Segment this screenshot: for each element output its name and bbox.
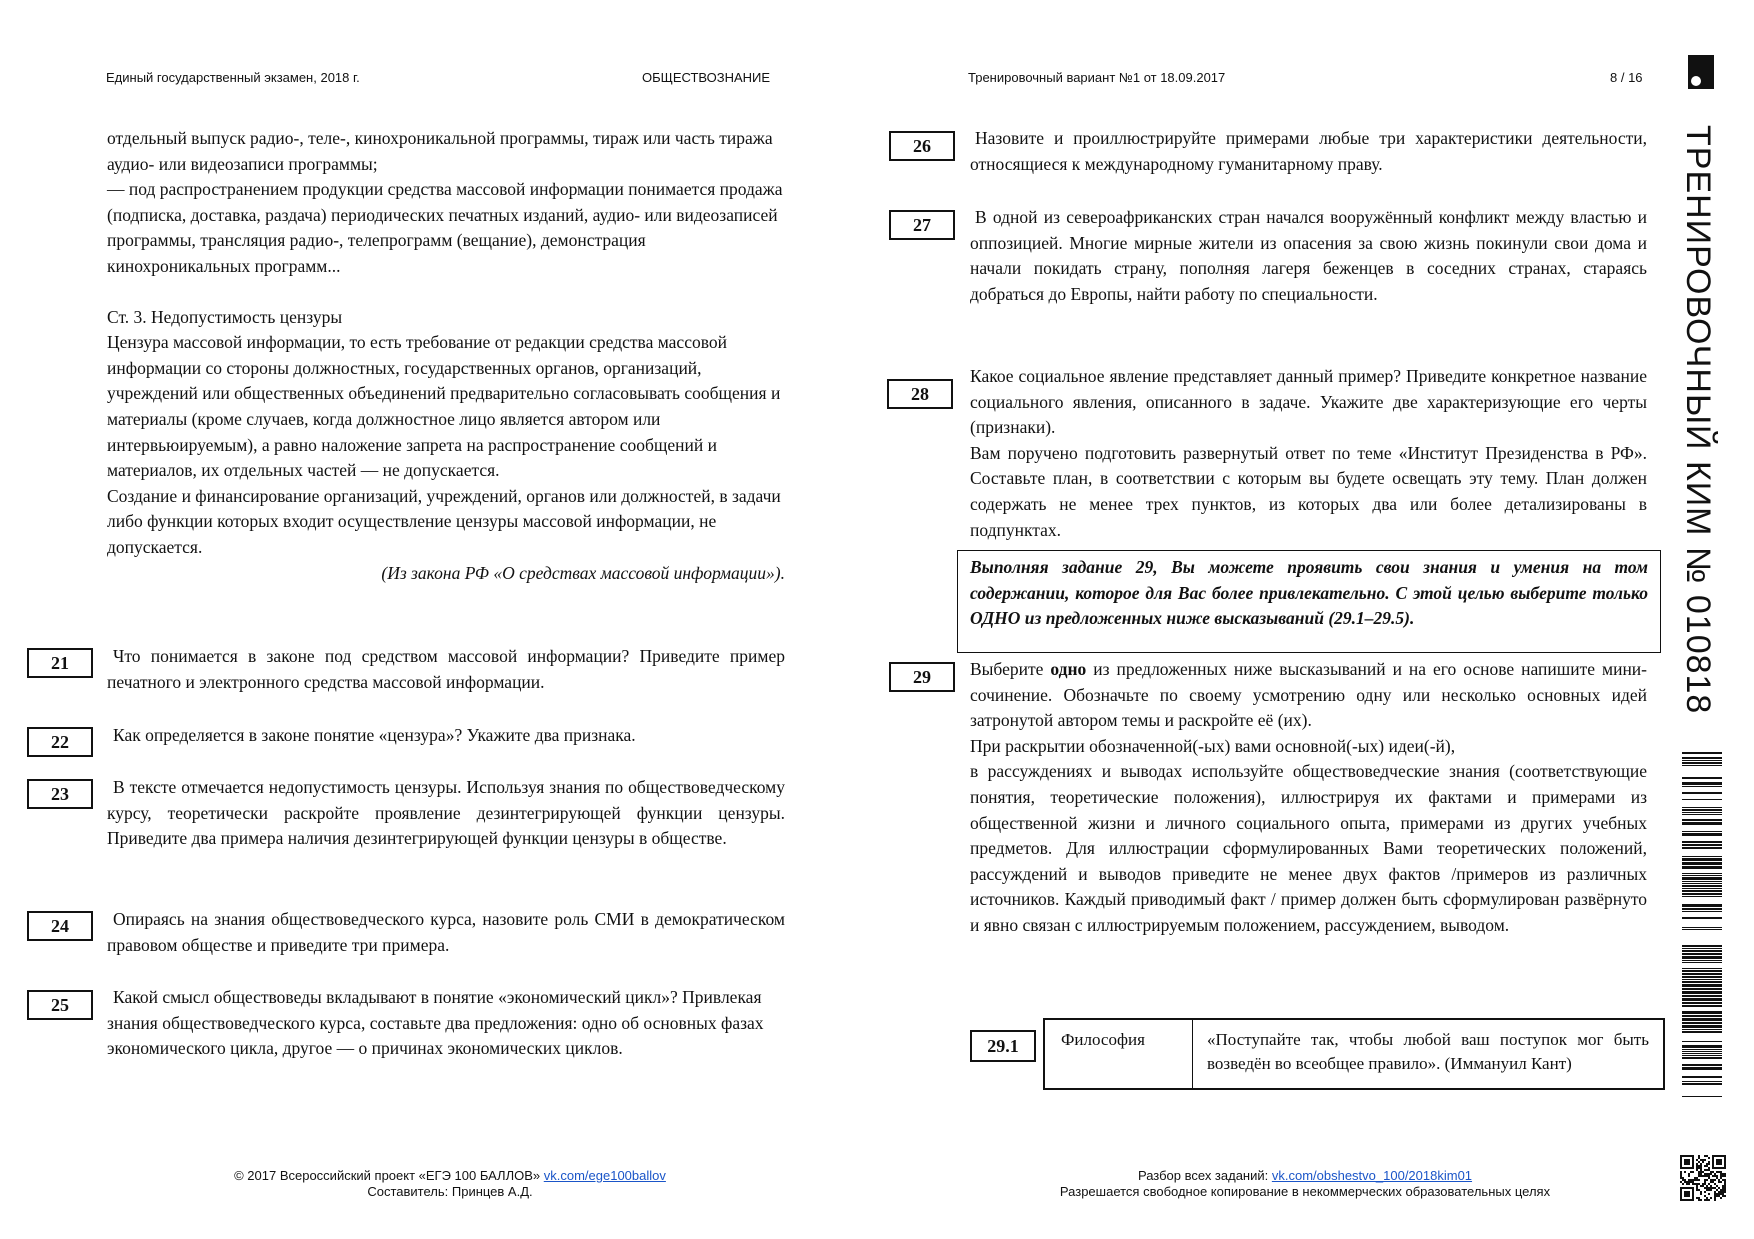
header-subject: ОБЩЕСТВОЗНАНИЕ [642, 70, 771, 85]
side-kim-title-text: ТРЕНИРОВОЧНЫЙ КИМ № 010818 [1679, 125, 1717, 715]
footer-analysis-link[interactable]: vk.com/obshestvo_100/2018kim01 [1271, 1168, 1473, 1183]
side-kim-title [1668, 125, 1728, 715]
question-27-text [970, 205, 1647, 307]
footer-vk-link[interactable]: vk.com/ege100ballov [543, 1168, 666, 1183]
question-number-25: 25 [27, 990, 93, 1020]
question-26-body: Назовите и проиллюстрируйте примерами любые три характеристики деятельности, относящиеся к международному гуманитарному праву. [970, 128, 1647, 174]
law-source: (Из закона РФ «О средствах массовой информации»). [381, 562, 785, 583]
footer-right [990, 1168, 1620, 1200]
qr-code-icon [1680, 1155, 1726, 1201]
question-24-text [107, 907, 785, 958]
topic-29-1-table [1043, 1018, 1665, 1090]
question-24-body: Опираясь на знания обществоведческого курса, назовите роль СМИ в демократическом правовом обществе и приведите три примера. [107, 909, 785, 955]
question-number-21: 21 [27, 648, 93, 678]
question-29-body: из предложенных ниже высказываний и на его основе напишите мини-сочинение. Обозначьте по своему усмотрению одну или несколько основных идей затронутой автором темы и раскройте её (их). [970, 659, 1648, 731]
article-3-title: Ст. 3. Недопустимость цензуры [107, 306, 343, 327]
barcode-icon [1682, 752, 1722, 1102]
footer-analysis-label: Разбор всех заданий: [1137, 1168, 1272, 1183]
footer-author: Составитель: Принцев А.Д. [367, 1184, 533, 1199]
law-paragraph-4: Создание и финансирование организаций, учреждений, органов или должностей, в задачи либо функции которых входит осуществление цензуры массовой информации, не допускается. [107, 485, 781, 557]
footer-left [150, 1168, 750, 1200]
law-paragraph-1: отдельный выпуск радио-, теле-, кинохроникальной программы, тираж или часть тиража аудио- или видеозаписи программы; [107, 128, 773, 174]
question-27-body: В одной из североафриканских стран начался вооружённый конфликт между властью и оппозицией. Многие мирные жители из опасения за свою жизнь покинули свои дома и начали покидать страну, пополняя лагеря беженцев в соседних странах, стараясь добраться до Европы, найти работу по специальности. [970, 207, 1647, 304]
topic-29-1-quote: «Поступайте так, чтобы любой ваш поступок мог быть возведён во всеобщее правило». (Иммануил Кант) [1207, 1030, 1649, 1073]
question-29-requirements: в рассуждениях и выводах используйте обществоведческие знания (соответствующие понятия, теоретические положения), иллюстрируя их фактами и примерами из общественной жизни и личного социального опыта, примерами из других учебных предметов. Для иллюстрации сформулированных Вами теоретических положений, рассуждений и выводов приведите не менее двух фактов /примеров из различных источников. Каждый приводимый факт / пример должен быть сформулирован развёрнуто и явно связан с иллюстрируемым положением, рассуждением, выводом. [970, 761, 1647, 935]
question-25-body: Какой смысл обществоведы вкладывают в понятие «экономический цикл»? Привлекая знания обществоведческого курса, составьте два предложения: одно об основных фазах экономического цикла, другое — о причинах экономических циклов. [107, 987, 764, 1059]
question-23-text [107, 775, 785, 852]
question-number-26: 26 [889, 131, 955, 161]
question-number-29: 29 [889, 662, 955, 692]
question-number-24: 24 [27, 911, 93, 941]
task-29-instruction-text: Выполняя задание 29, Вы можете проявить свои знания и умения на том содержании, которое для Вас более привлекательно. С этой целью выберите только ОДНО из предложенных ниже высказываний (29.1–29.5). [970, 557, 1648, 629]
question-28-text [970, 364, 1647, 543]
question-29-emphasis: одно [1050, 659, 1087, 679]
header-page-number: 8 / 16 [1610, 70, 1643, 85]
page-marker-icon [1688, 55, 1714, 89]
question-21-body: Что понимается в законе под средством массовой информации? Приведите пример печатного и электронного средства массовой информации. [107, 646, 785, 692]
question-28-body: Какое социальное явление представляет данный пример? Приведите конкретное название социального явления, описанного в задаче. Укажите две характеризующие его черты (признаки). [970, 366, 1647, 438]
question-number-27: 27 [889, 210, 955, 240]
topic-29-1-subject: Философия [1045, 1020, 1193, 1088]
question-22-text [107, 723, 785, 749]
law-paragraph-2: — под распространением продукции средства массовой информации понимается продажа (подписка, доставка, раздача) периодических печатных изданий, аудио- или видеозаписей программы, трансляция радио-, телепрограмм (вещание), демонстрация кинохроникальных программ... [107, 179, 783, 276]
question-21-text [107, 644, 785, 695]
law-excerpt [107, 126, 785, 586]
question-28-plan-task: Вам поручено подготовить развернутый ответ по теме «Институт Президенства в РФ». Составьте план, в соответствии с которым вы будете освещать эту тему. План должен содержать не менее трех пунктов, из которых два или более детализированы в подпунктах. [970, 442, 1647, 540]
question-number-22: 22 [27, 727, 93, 757]
header-exam-title: Единый государственный экзамен, 2018 г. [106, 70, 360, 85]
question-26-text [970, 126, 1647, 177]
question-number-23: 23 [27, 779, 93, 809]
law-paragraph-3: Цензура массовой информации, то есть требование от редакции средства массовой информации со стороны должностных, государственных органов, организаций, учреждений или общественных объединений предварительно согласовывать сообщения и материалы (кроме случаев, когда должностное лицо является автором или интервьюируемым), а равно наложение запрета на распространение сообщений и материалов, их отдельных частей — не допускается. [107, 332, 781, 481]
task-29-instruction-box [957, 550, 1661, 653]
question-29-lead: Выберите [970, 659, 1051, 679]
question-number-28: 28 [887, 379, 953, 409]
footer-copyright: © 2017 Всероссийский проект «ЕГЭ 100 БАЛЛОВ» [234, 1168, 544, 1183]
footer-license: Разрешается свободное копирование в некоммерческих образовательных целях [1059, 1184, 1551, 1199]
question-23-body: В тексте отмечается недопустимость цензуры. Используя знания по обществоведческому курсу, теоретически раскройте проявление дезинтегрирующей функции цензуры. Приведите два примера наличия дезинтегрирующей функции цензуры в обществе. [107, 777, 785, 849]
question-22-body: Как определяется в законе понятие «цензура»? Укажите два признака. [113, 725, 636, 745]
topic-number-29-1: 29.1 [970, 1030, 1036, 1062]
question-25-text [107, 985, 785, 1062]
question-29-text [970, 657, 1647, 939]
question-29-ideas: При раскрытии обозначенной(-ых) вами основной(-ых) идеи(-й), [970, 735, 1456, 756]
header-variant: Тренировочный вариант №1 от 18.09.2017 [968, 70, 1226, 85]
